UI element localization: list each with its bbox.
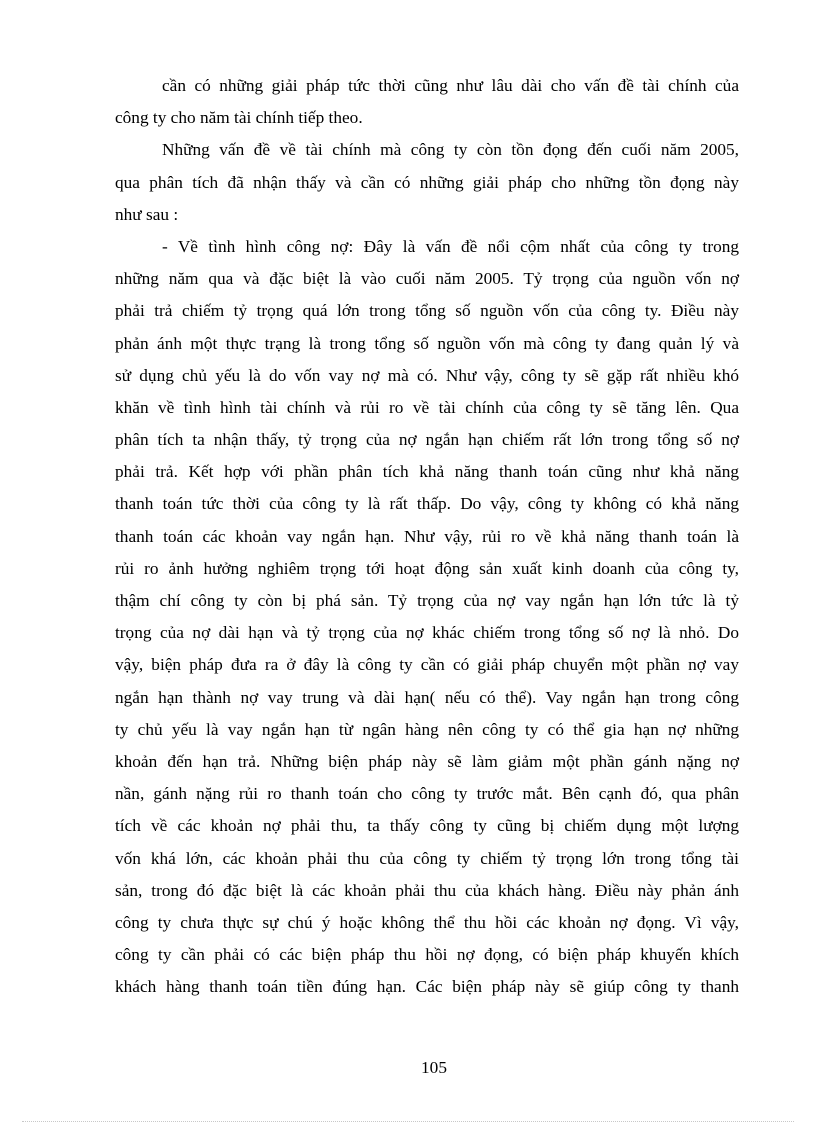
text-line: qua phân tích đã nhận thấy và cần có những giải pháp cho những tồn đọng này (115, 172, 739, 192)
text-line: khách hàng thanh toán tiền đúng hạn. Các biện pháp này sẽ giúp công ty thanh (115, 977, 739, 997)
text-line: công ty chưa thực sự chú ý hoặc không thể thu hồi các khoản nợ đọng. Vì vậy, (115, 912, 739, 932)
text-line: phải trả. Kết hợp với phần phân tích khả năng thanh toán cũng như khả năng (115, 462, 739, 482)
text-line: thanh toán tức thời của công ty là rất thấp. Do vậy, công ty không có khả năng (115, 494, 739, 514)
page-number: 105 (421, 1058, 447, 1077)
text-line: vậy, biện pháp đưa ra ở đây là công ty cần có giải pháp chuyển một phần nợ vay (115, 655, 739, 675)
text-line: khăn về tình hình tài chính và rủi ro về tài chính của công ty sẽ tăng lên. Qua (115, 397, 739, 417)
page-bottom-rule (22, 1121, 794, 1122)
text-line: sử dụng chủ yếu là do vốn vay nợ mà có. Như vậy, công ty sẽ gặp rất nhiều khó (115, 365, 739, 385)
text-line: phân tích ta nhận thấy, tỷ trọng của nợ ngắn hạn chiếm rất lớn trong tổng số nợ (115, 430, 739, 450)
text-line: sản, trong đó đặc biệt là các khoản phải thu của khách hàng. Điều này phản ánh (115, 880, 739, 900)
text-line: tích về các khoản nợ phải thu, ta thấy công ty cũng bị chiếm dụng một lượng (115, 816, 739, 836)
text-line: công ty cho năm tài chính tiếp theo. (115, 108, 363, 128)
text-line: ty chủ yếu là vay ngắn hạn từ ngân hàng nên công ty có thể gia hạn nợ những (115, 719, 739, 739)
text-line: Những vấn đề về tài chính mà công ty còn tồn đọng đến cuối năm 2005, (162, 140, 739, 160)
paragraph (115, 70, 739, 134)
text-line: công ty cần phải có các biện pháp thu hồi nợ đọng, có biện pháp khuyến khích (115, 945, 739, 965)
text-line: như sau : (115, 204, 179, 224)
text-line: ngắn hạn thành nợ vay trung và dài hạn( nếu có thể). Vay ngắn hạn trong công (115, 687, 739, 707)
paragraph (115, 231, 739, 1004)
text-line: trọng của nợ dài hạn và tỷ trọng của nợ khác chiếm trong tổng số nợ là nhỏ. Do (115, 623, 739, 643)
text-line: vốn khá lớn, các khoản phải thu của công ty chiếm tỷ trọng lớn trong tổng tài (115, 848, 739, 868)
paragraph (115, 134, 739, 231)
text-line: phải trả chiếm tỷ trọng quá lớn trong tổng số nguồn vốn của công ty. Điều này (115, 301, 739, 321)
text-line: thậm chí công ty còn bị phá sản. Tỷ trọng của nợ vay ngắn hạn lớn tức là tỷ (115, 591, 739, 610)
text-line: rủi ro ảnh hưởng nghiêm trọng tới hoạt động sản xuất kinh doanh của công ty, (115, 558, 739, 578)
text-line: những năm qua và đặc biệt là vào cuối năm 2005. Tỷ trọng của nguồn vốn nợ (115, 269, 739, 289)
text-line: - Về tình hình công nợ: Đây là vấn đề nổi cộm nhất của công ty trong (162, 236, 739, 256)
text-line: khoản đến hạn trả. Những biện pháp này sẽ làm giảm một phần gánh nặng nợ (115, 751, 739, 771)
text-line: cần có những giải pháp tức thời cũng như lâu dài cho vấn đề tài chính của (162, 76, 739, 95)
body-text (115, 70, 739, 1003)
text-line: phản ánh một thực trạng là trong tổng số nguồn vốn mà công ty đang quản lý và (115, 333, 739, 353)
text-line: thanh toán các khoản vay ngắn hạn. Như vậy, rủi ro về khả năng thanh toán là (115, 526, 739, 546)
text-line: nần, gánh nặng rủi ro thanh toán cho công ty trước mắt. Bên cạnh đó, qua phân (115, 784, 739, 804)
